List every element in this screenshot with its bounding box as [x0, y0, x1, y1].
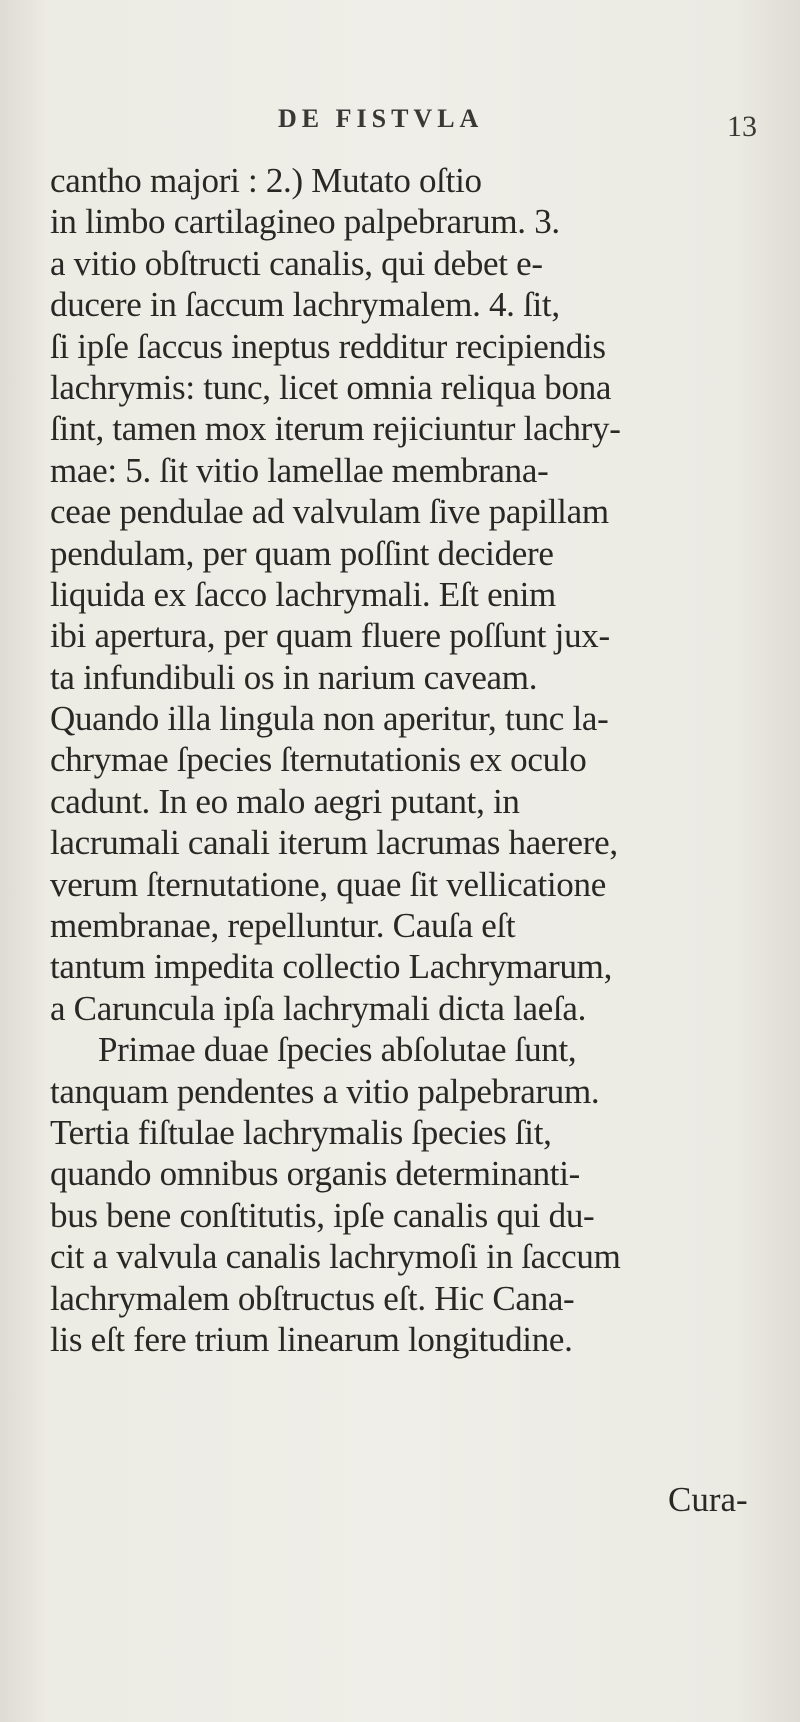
- text-line: lis eſt fere trium linearum longitudine.: [50, 1319, 573, 1359]
- text-line: Primae duae ſpecies abſolutae ſunt,: [98, 1030, 577, 1070]
- text-line: a vitio obſtructi canalis, qui debet e-: [50, 243, 543, 283]
- text-line: verum ſternutatione, quae ſit vellicatione: [50, 864, 606, 904]
- text-line: mae: 5. ſit vitio lamellae membrana-: [50, 450, 549, 490]
- text-line: quando omnibus organis determinanti-: [50, 1154, 580, 1194]
- text-line: bus bene conſtitutis, ipſe canalis qui du-: [50, 1195, 595, 1235]
- body-text: [50, 160, 740, 1360]
- text-line: cadunt. In eo malo aegri putant, in: [50, 781, 520, 821]
- text-line: ducere in ſaccum lachrymalem. 4. ſit,: [50, 285, 560, 325]
- text-line: Quando illa lingula non aperitur, tunc la-: [50, 699, 609, 739]
- text-line: tantum impedita collectio Lachrymarum,: [50, 947, 613, 987]
- running-head: [0, 104, 800, 144]
- text-line: lacrumali canali iterum lacrumas haerere,: [50, 823, 618, 863]
- text-line: a Caruncula ipſa lachrymali dicta laeſa.: [50, 988, 587, 1028]
- text-line: cantho majori : 2.) Mutato oſtio: [50, 161, 482, 200]
- text-line: ceae pendulae ad valvulam ſive papillam: [50, 492, 609, 532]
- text-line: Tertia fiſtulae lachrymalis ſpecies ſit,: [50, 1112, 552, 1152]
- text-line: tanquam pendentes a vitio palpebrarum.: [50, 1071, 600, 1111]
- text-line: pendulam, per quam poſſint decidere: [50, 533, 554, 573]
- text-line: lachrymalem obſtructus eſt. Hic Cana-: [50, 1278, 575, 1318]
- text-line: in limbo cartilagineo palpebrarum. 3.: [50, 202, 560, 242]
- text-line: cit a valvula canalis lachrymoſi in ſaccum: [50, 1237, 621, 1277]
- catchword: Cura-: [668, 1480, 748, 1519]
- text-line: liquida ex ſacco lachrymali. Eſt enim: [50, 574, 556, 614]
- page-number: 13: [727, 110, 757, 143]
- text-line: ibi apertura, per quam fluere poſſunt jux-: [50, 616, 610, 656]
- text-line: ſi ipſe ſaccus ineptus redditur recipiendis: [50, 326, 606, 366]
- running-title: DE FISTVLA: [278, 104, 484, 133]
- text-line: ſint, tamen mox iterum rejiciuntur lachry-: [50, 409, 621, 449]
- text-line: chrymae ſpecies ſternutationis ex oculo: [50, 740, 587, 780]
- text-line: lachrymis: tunc, licet omnia reliqua bona: [50, 367, 612, 407]
- text-line: ta infundibuli os in narium caveam.: [50, 657, 538, 697]
- text-line: membranae, repelluntur. Cauſa eſt: [50, 906, 516, 946]
